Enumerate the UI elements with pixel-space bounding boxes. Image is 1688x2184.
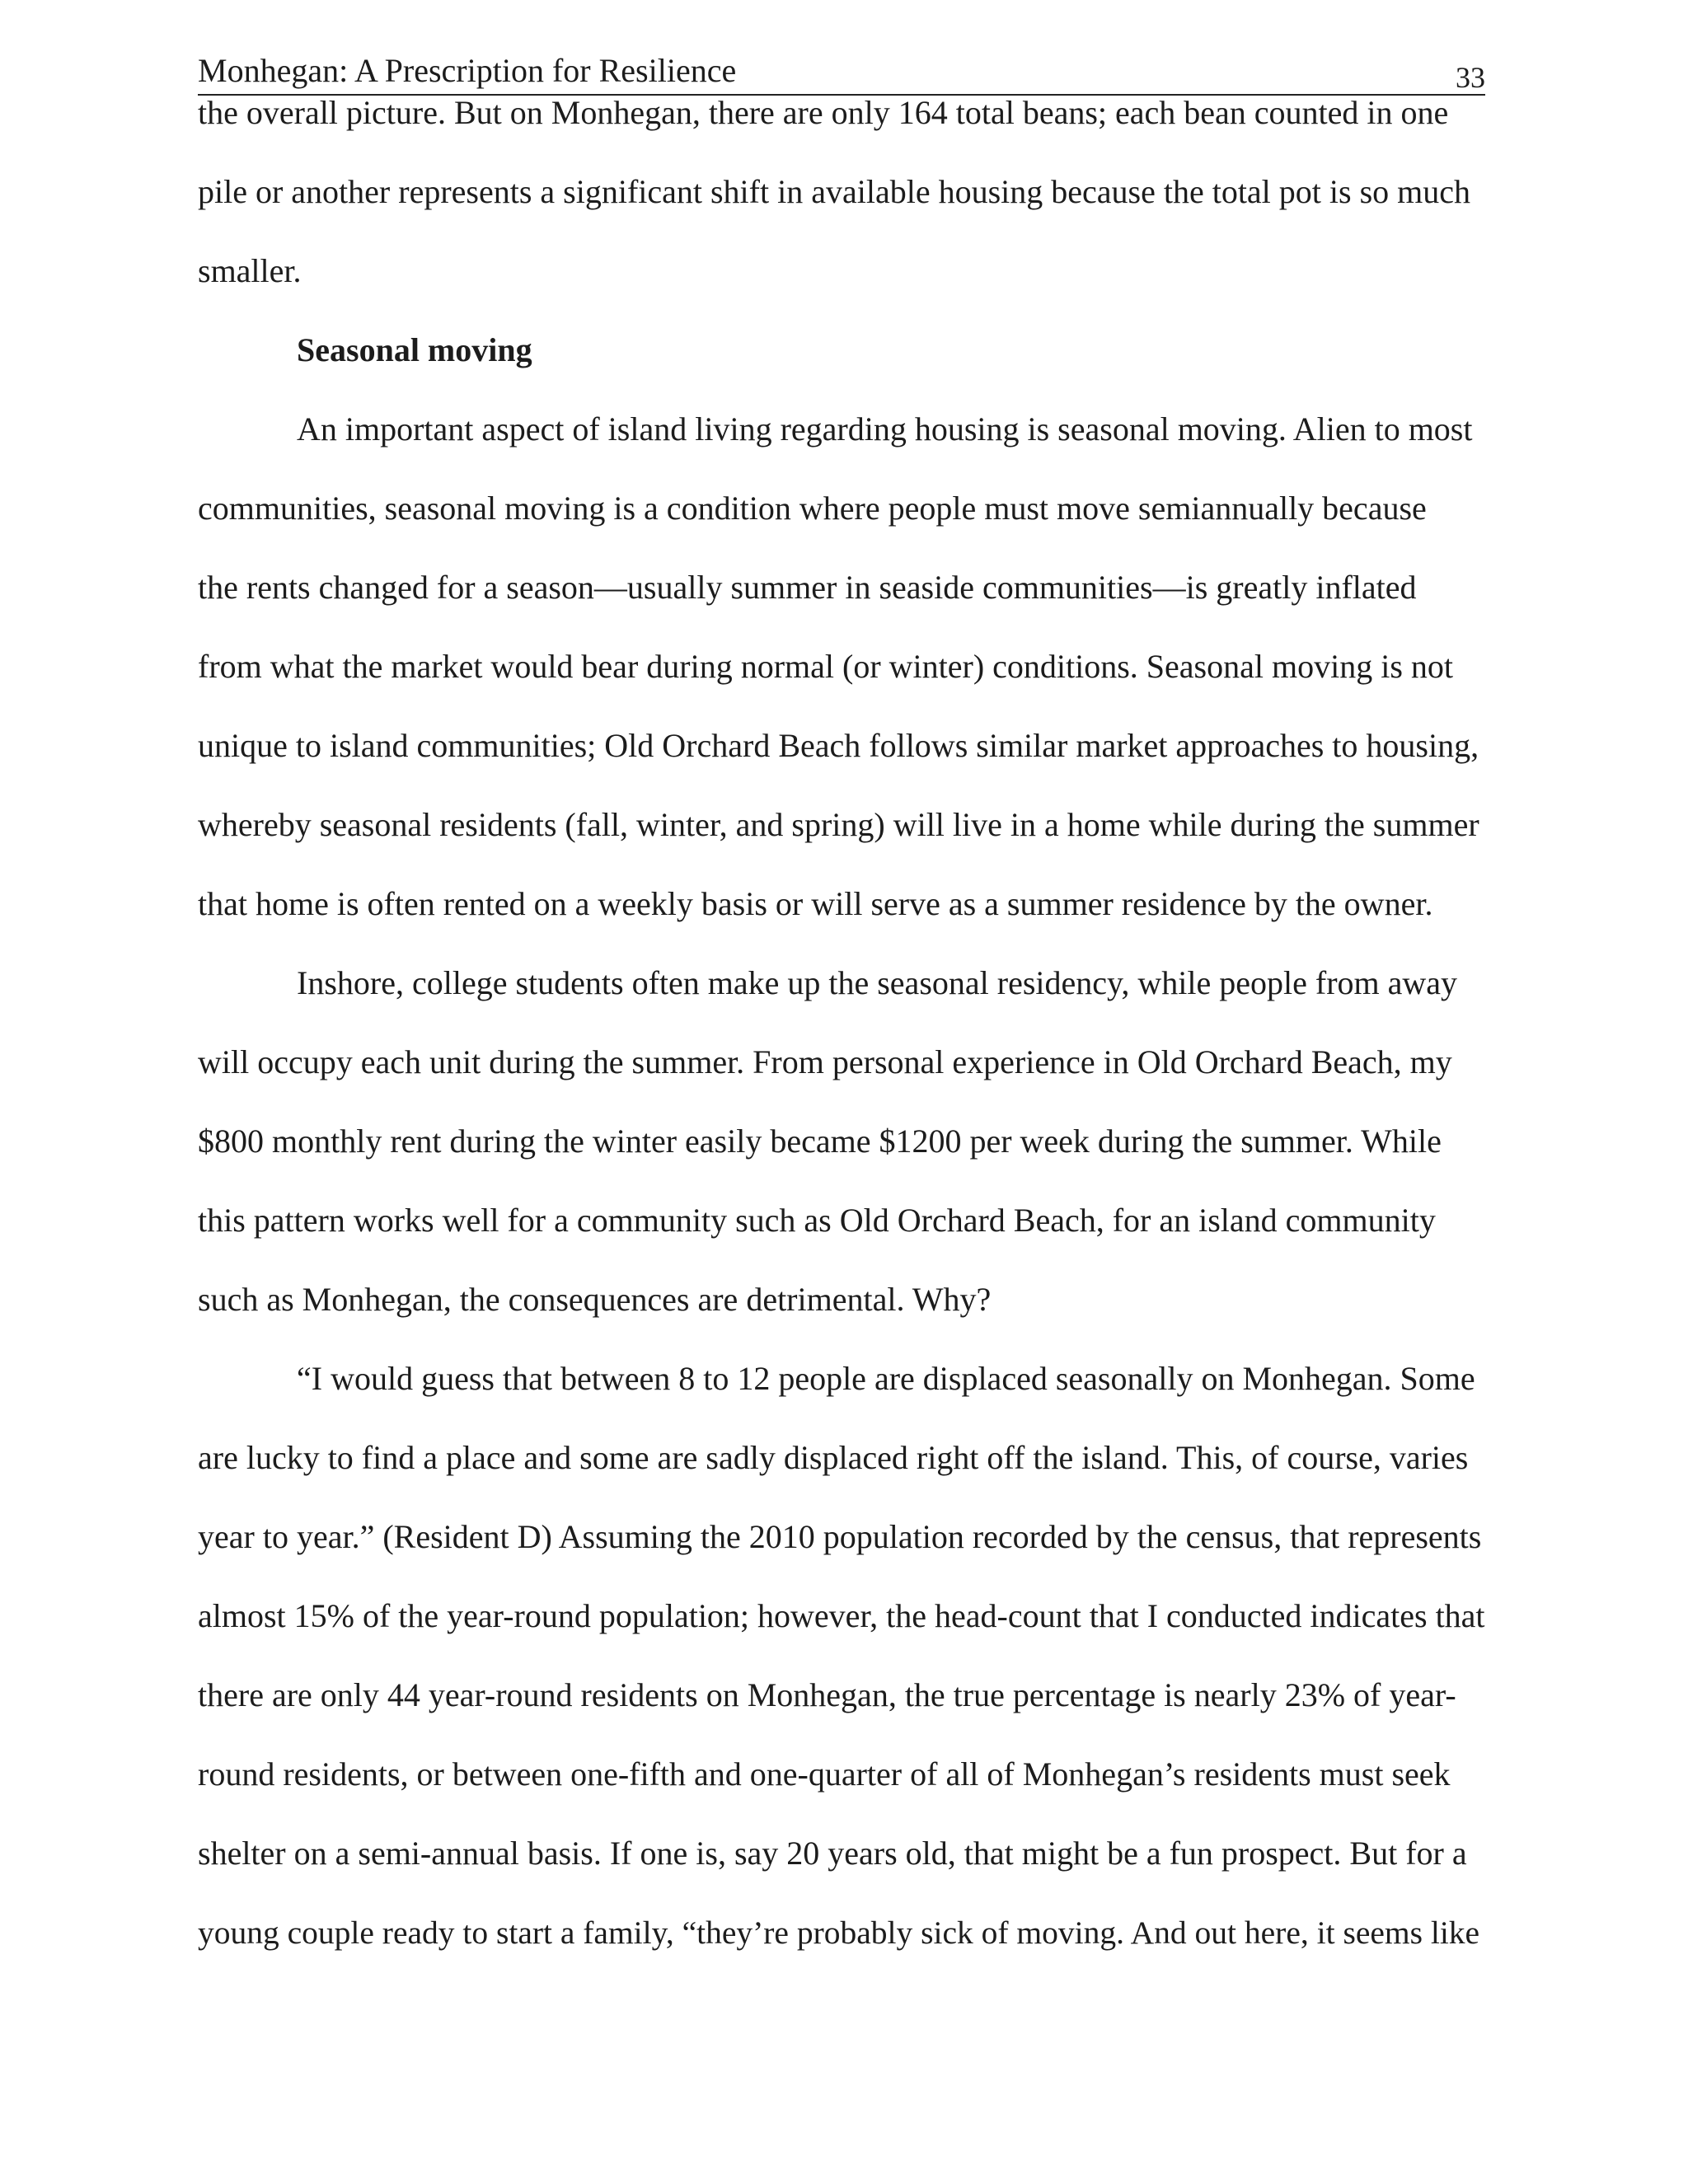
text-line: the overall picture. But on Monhegan, there are only 164 total beans; each bean counted in one <box>198 94 1449 131</box>
text-line: the rents changed for a season—usually summer in seaside communities—is greatly inflated <box>198 569 1417 606</box>
text-line: whereby seasonal residents (fall, winter, and spring) will live in a home while during the summer <box>198 806 1479 843</box>
text-line: almost 15% of the year-round population; however, the head-count that I conducted indicates that <box>198 1597 1485 1634</box>
text-line: will occupy each unit during the summer. From personal experience in Old Orchard Beach, my <box>198 1043 1452 1080</box>
text-line: are lucky to find a place and some are sadly displaced right off the island. This, of course, varies <box>198 1439 1469 1476</box>
text-line: smaller. <box>198 252 302 289</box>
page-number: 33 <box>1456 61 1485 94</box>
text-line: $800 monthly rent during the winter easily became $1200 per week during the summer. While <box>198 1122 1442 1160</box>
text-line: shelter on a semi-annual basis. If one is, say 20 years old, that might be a fun prospect. But for a <box>198 1835 1467 1872</box>
text-line: pile or another represents a significant shift in available housing because the total pot is so much <box>198 173 1471 210</box>
paragraph-first-line: Inshore, college students often make up the seasonal residency, while people from away <box>297 964 1458 1001</box>
paragraph-first-line: “I would guess that between 8 to 12 people are displaced seasonally on Monhegan. Some <box>297 1360 1475 1397</box>
section-heading: Seasonal moving <box>297 331 532 368</box>
text-line: unique to island communities; Old Orchard Beach follows similar market approaches to housing, <box>198 727 1479 764</box>
header-title: Monhegan: A Prescription for Resilience <box>198 52 737 89</box>
text-line: from what the market would bear during normal (or winter) conditions. Seasonal moving is not <box>198 648 1454 685</box>
text-line: that home is often rented on a weekly basis or will serve as a summer residence by the owner. <box>198 885 1433 922</box>
text-line: communities, seasonal moving is a condition where people must move semiannually because <box>198 490 1427 527</box>
text-line: such as Monhegan, the consequences are detrimental. Why? <box>198 1281 992 1318</box>
text-line: young couple ready to start a family, “they’re probably sick of moving. And out here, it seems like <box>198 1915 1480 1951</box>
text-line: round residents, or between one-fifth and one-quarter of all of Monhegan’s residents must seek <box>198 1755 1451 1793</box>
text-line: year to year.” (Resident D) Assuming the 2010 population recorded by the census, that represents <box>198 1518 1482 1555</box>
text-line: there are only 44 year-round residents on Monhegan, the true percentage is nearly 23% of year- <box>198 1676 1456 1713</box>
body-text <box>198 89 1485 1988</box>
paragraph-first-line: An important aspect of island living regarding housing is seasonal moving. Alien to most <box>297 410 1473 448</box>
text-line: this pattern works well for a community such as Old Orchard Beach, for an island community <box>198 1202 1436 1239</box>
